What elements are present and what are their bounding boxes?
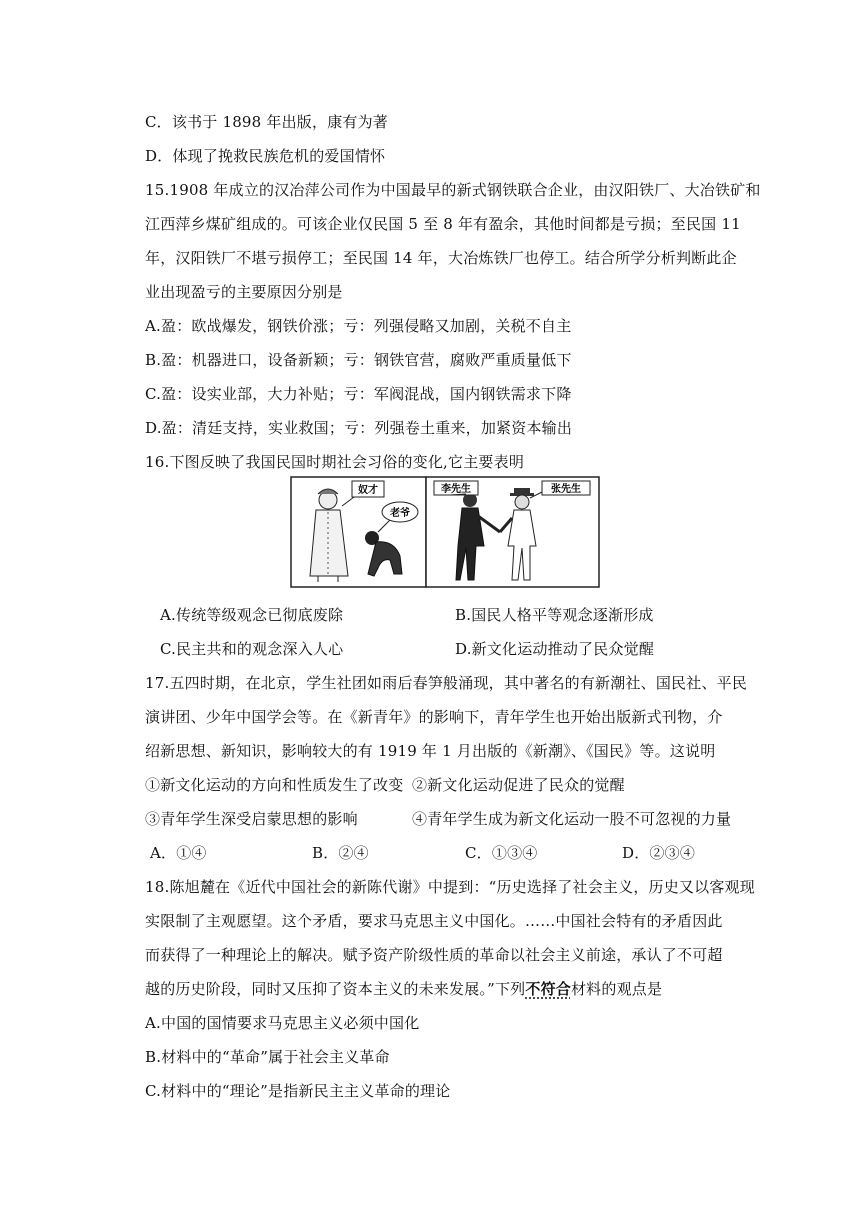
q15-option-b: B.盈：机器进口，设备新颖；亏：钢铁官营，腐败严重质量低下 xyxy=(145,351,572,369)
q17-stem-line-2: 演讲团、少年中国学会等。在《新青年》的影响下，青年学生也开始出版新式刊物，介 xyxy=(145,708,723,726)
q18-stem-line-4-pre: 越的历史阶段，同时又压抑了资本主义的未来发展。”下列 xyxy=(145,980,526,998)
q16-option-c: C.民主共和的观念深入人心 xyxy=(160,640,344,658)
q18-emphasis-not-match: 不符合 xyxy=(525,980,571,998)
cartoon-label-zhang: 张先生 xyxy=(551,484,581,495)
q18-option-a: A.中国的国情要求马克思主义必须中国化 xyxy=(145,1014,420,1032)
q18-stem-line-4-post: 材料的观点是 xyxy=(570,980,663,998)
q17-stem-line-1: 17.五四时期，在北京，学生社团如雨后春笋般涌现，其中著名的有新潮社、国民社、平民 xyxy=(145,674,748,692)
q17-option-b: B．②④ xyxy=(312,844,369,862)
cartoon-label-li: 李先生 xyxy=(441,484,471,495)
q17-statement-2: ②新文化运动促进了民众的觉醒 xyxy=(412,776,625,794)
cartoon-label-nucai: 奴才 xyxy=(358,485,378,496)
q15-stem-line-1: 15.1908 年成立的汉冶萍公司作为中国最早的新式钢铁联合企业，由汉阳铁厂、大冶铁矿和 xyxy=(145,181,761,199)
q15-option-d: D.盈：清廷支持，实业救国；亏：列强卷土重来，加紧资本输出 xyxy=(145,419,573,437)
q16-option-b: B.国民人格平等观念逐渐形成 xyxy=(455,606,654,624)
q17-option-d: D．②③④ xyxy=(622,844,696,862)
q17-option-a: A．①④ xyxy=(150,844,207,862)
q18-stem-line-3: 而获得了一种理论上的解决。赋予资产阶级性质的革命以社会主义前途，承认了不可超 xyxy=(145,946,723,964)
q15-stem-line-3: 年，汉阳铁厂不堪亏损停工；至民国 14 年，大冶炼铁厂也停工。结合所学分析判断此企 xyxy=(145,249,737,267)
prev-option-c: C．该书于 1898 年出版，康有为著 xyxy=(145,113,388,131)
q16-option-a: A.传统等级观念已彻底废除 xyxy=(160,606,344,624)
q15-stem-line-2: 江西萍乡煤矿组成的。可该企业仅民国 5 至 8 年有盈余，其他时间都是亏损；至民国 11 xyxy=(145,215,741,233)
q18-option-c: C.材料中的“理论”是指新民主主义革命的理论 xyxy=(145,1082,451,1100)
bubble-li xyxy=(434,481,478,495)
q15-option-c: C.盈：设实业部，大力补贴；亏：军阀混战，国内钢铁需求下降 xyxy=(145,385,572,403)
cartoon-label-laoye: 老爷 xyxy=(390,508,410,519)
q17-stem-line-3: 绍新思想、新知识，影响较大的有 1919 年 1 月出版的《新潮》、《国民》等。这说明 xyxy=(145,742,716,760)
q17-statement-4: ④青年学生成为新文化运动一股不可忽视的力量 xyxy=(412,810,732,828)
q15-stem-line-4: 业出现盈亏的主要原因分别是 xyxy=(145,283,343,301)
q18-stem-line-4 xyxy=(145,979,662,999)
q17-option-c: C．①③④ xyxy=(465,844,538,862)
q18-stem-line-1: 18.陈旭麓在《近代中国社会的新陈代谢》中提到：“历史选择了社会主义，历史又以客观现 xyxy=(145,878,755,896)
q17-statement-3: ③青年学生深受启蒙思想的影响 xyxy=(145,810,358,828)
q17-statement-1: ①新文化运动的方向和性质发生了改变 xyxy=(145,776,404,794)
q16-cartoon xyxy=(290,476,600,588)
q16-option-d: D.新文化运动推动了民众觉醒 xyxy=(455,640,655,658)
prev-option-d: D．体现了挽救民族危机的爱国情怀 xyxy=(145,147,386,165)
q16-stem: 16.下图反映了我国民国时期社会习俗的变化,它主要表明 xyxy=(145,453,525,471)
q15-option-a: A.盈：欧战爆发，钢铁价涨；亏：列强侵略又加剧，关税不自主 xyxy=(145,317,572,335)
q18-option-b: B.材料中的“革命”属于社会主义革命 xyxy=(145,1048,390,1066)
q18-stem-line-2: 实限制了主观愿望。这个矛盾，要求马克思主义中国化。……中国社会特有的矛盾因此 xyxy=(145,912,723,930)
